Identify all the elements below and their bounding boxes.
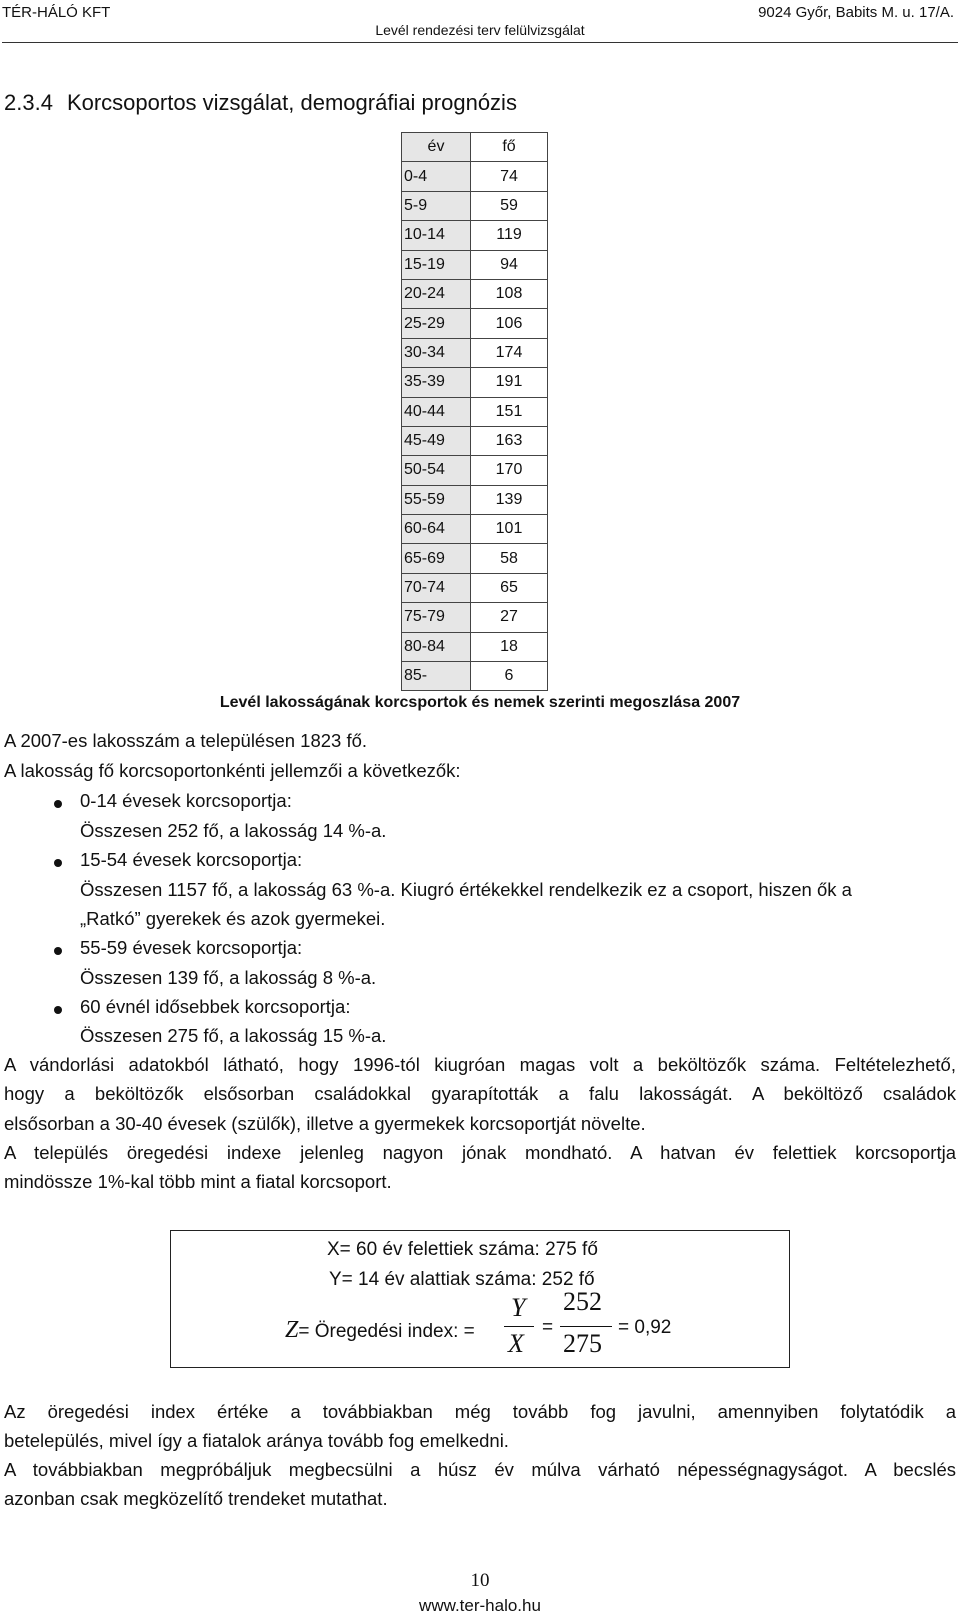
paragraph-migration-line1: A vándorlási adatokból látható, hogy 1996-tól kiugróan magas volt a beköltözők száma. Feltételezhető, [4, 1054, 956, 1075]
age-cell: 80-84 [402, 632, 471, 661]
formula-y-definition: Y= 14 év alattiak száma: 252 fő [329, 1269, 595, 1290]
table-row [402, 426, 548, 455]
table-row [402, 191, 548, 220]
formula-equals: = [542, 1317, 554, 1338]
paragraph-aging-line1: A település öregedési indexe jelenleg nagyon jónak mondható. A hatvan év felettiek korcsoportja [4, 1142, 956, 1163]
age-cell: 40-44 [402, 397, 471, 426]
table-row [402, 485, 548, 514]
table-row [402, 162, 548, 191]
fraction-numerator-y: Y [511, 1293, 526, 1322]
age-cell: 25-29 [402, 309, 471, 338]
age-cell: 20-24 [402, 279, 471, 308]
table-row [402, 662, 548, 691]
footer-website: www.ter-halo.hu [419, 1596, 541, 1615]
header-divider [2, 42, 958, 43]
table-row [402, 515, 548, 544]
count-cell: 94 [471, 250, 548, 279]
count-cell: 163 [471, 426, 548, 455]
count-cell: 139 [471, 485, 548, 514]
count-cell: 106 [471, 309, 548, 338]
bullet-title-15-54: 15-54 évesek korcsoportja: [80, 849, 303, 870]
header-document-title: Levél rendezési terv felülvizsgálat [375, 22, 585, 38]
count-cell: 119 [471, 221, 548, 250]
age-cell: 10-14 [402, 221, 471, 250]
count-cell: 108 [471, 279, 548, 308]
count-cell: 6 [471, 662, 548, 691]
formula-result: = 0,92 [618, 1317, 672, 1338]
age-group-table [401, 132, 548, 691]
age-cell: 35-39 [402, 368, 471, 397]
table-row [402, 250, 548, 279]
paragraph-intro: A lakosság fő korcsoportonkénti jellemzői a következők: [4, 760, 461, 781]
bullet-icon [54, 800, 62, 808]
age-cell: 85- [402, 662, 471, 691]
bullet-text-0-14: Összesen 252 fő, a lakosság 14 %-a. [80, 820, 387, 841]
table-row [402, 309, 548, 338]
paragraph-estimate-line1: A továbbiakban megpróbáljuk megbecsülni a húsz év múlva várható népességnagyságot. A becslés [4, 1459, 956, 1480]
count-cell: 151 [471, 397, 548, 426]
count-cell: 101 [471, 515, 548, 544]
count-cell: 74 [471, 162, 548, 191]
table-row [402, 368, 548, 397]
section-heading [4, 90, 517, 116]
age-cell: 45-49 [402, 426, 471, 455]
table-row [402, 544, 548, 573]
aging-index-formula-box [170, 1230, 790, 1368]
bullet-text-15-54: Összesen 1157 fő, a lakosság 63 %-a. Kiugró értékekkel rendelkezik ez a csoport, hiszen ők a [80, 879, 852, 900]
table-row [402, 279, 548, 308]
header-company: TÉR-HÁLÓ KFT [2, 4, 111, 21]
fraction-numerator-252: 252 [563, 1287, 602, 1316]
paragraph-outlook-line2: betelepülés, mivel így a fiatalok aránya tovább fog emelkedni. [4, 1430, 509, 1451]
paragraph-migration-line2: hogy a beköltözők elsősorban családokkal gyarapították a falu lakosságát. A beköltöző családok [4, 1083, 956, 1104]
bullet-icon [54, 1006, 62, 1014]
count-cell: 18 [471, 632, 548, 661]
age-cell: 75-79 [402, 603, 471, 632]
age-cell: 15-19 [402, 250, 471, 279]
count-cell: 59 [471, 191, 548, 220]
fraction-denominator-x: X [508, 1329, 524, 1358]
bullet-icon [54, 947, 62, 955]
paragraph-estimate-line2: azonban csak megközelítő trendeket mutathat. [4, 1488, 388, 1509]
fraction-denominator-275: 275 [563, 1329, 602, 1358]
section-number: 2.3.4 [4, 90, 53, 115]
age-cell: 5-9 [402, 191, 471, 220]
age-cell: 55-59 [402, 485, 471, 514]
formula-z-line [285, 1317, 475, 1344]
formula-z-variable: Z [285, 1317, 299, 1343]
formula-x-definition: X= 60 év felettiek száma: 275 fő [327, 1239, 598, 1260]
paragraph-aging-line2: mindössze 1%-kal több mint a fiatal korcsoport. [4, 1171, 392, 1192]
count-cell: 170 [471, 456, 548, 485]
age-cell: 50-54 [402, 456, 471, 485]
table-header-row [402, 133, 548, 162]
table-row [402, 338, 548, 367]
age-cell: 65-69 [402, 544, 471, 573]
table-row [402, 397, 548, 426]
bullet-icon [54, 859, 62, 867]
age-cell: 70-74 [402, 573, 471, 602]
table-caption: Levél lakosságának korcsportok és nemek szerinti megoszlása 2007 [219, 694, 741, 711]
formula-z-label: = Öregedési index: = [298, 1321, 475, 1342]
table-row [402, 573, 548, 602]
paragraph-population: A 2007-es lakosszám a településen 1823 fő. [4, 730, 368, 751]
count-cell: 191 [471, 368, 548, 397]
count-cell: 65 [471, 573, 548, 602]
age-cell: 60-64 [402, 515, 471, 544]
age-cell: 0-4 [402, 162, 471, 191]
count-cell: 58 [471, 544, 548, 573]
table-header-persons: fő [471, 133, 548, 162]
header-address: 9024 Győr, Babits M. u. 17/A. [758, 4, 954, 21]
bullet-text-15-54-cont: „Ratkó” gyerekek és azok gyermekei. [80, 908, 386, 929]
paragraph-migration-line3: elsősorban a 30-40 évesek (szülők), illetve a gyermekek korcsoportját növelte. [4, 1113, 646, 1134]
fraction-bar [560, 1326, 612, 1327]
bullet-text-55-59: Összesen 139 fő, a lakosság 8 %-a. [80, 967, 377, 988]
bullet-title-0-14: 0-14 évesek korcsoportja: [80, 790, 292, 811]
table-row [402, 221, 548, 250]
table-row [402, 632, 548, 661]
count-cell: 27 [471, 603, 548, 632]
bullet-text-60plus: Összesen 275 fő, a lakosság 15 %-a. [80, 1025, 387, 1046]
count-cell: 174 [471, 338, 548, 367]
table-row [402, 603, 548, 632]
paragraph-outlook-line1: Az öregedési index értéke a továbbiakban még tovább fog javulni, amennyiben folytatódik a [4, 1401, 956, 1422]
age-cell: 30-34 [402, 338, 471, 367]
section-title: Korcsoportos vizsgálat, demográfiai prognózis [66, 90, 517, 115]
bullet-title-55-59: 55-59 évesek korcsoportja: [80, 937, 303, 958]
bullet-title-60plus: 60 évnél idősebbek korcsoportja: [80, 996, 351, 1017]
fraction-bar [504, 1326, 534, 1327]
table-row [402, 456, 548, 485]
table-header-year: év [402, 133, 471, 162]
page-number: 10 [470, 1570, 490, 1591]
